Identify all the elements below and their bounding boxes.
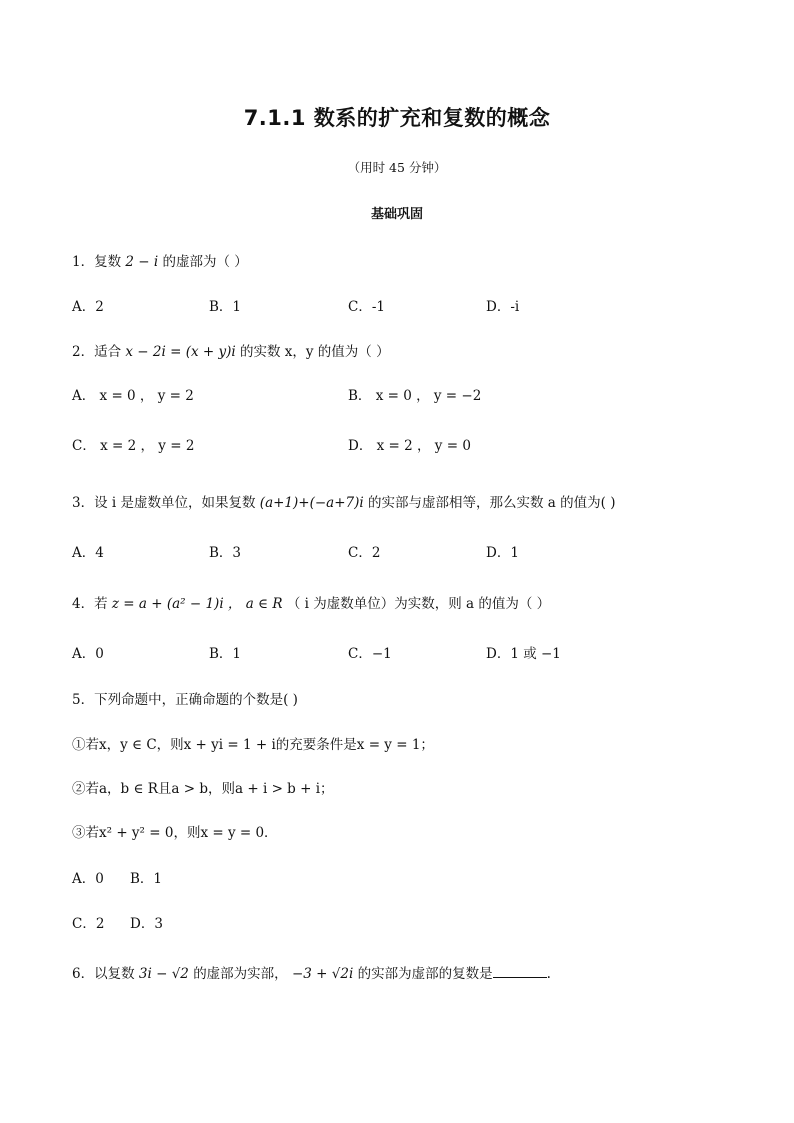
q1-option-a: A．2 <box>72 299 104 315</box>
answer-blank[interactable] <box>493 965 547 978</box>
question-4-suffix: （ i 为虚数单位）为实数，则 a 的值为（ ） <box>286 596 551 612</box>
q3-option-c: C．2 <box>348 545 381 561</box>
question-3-prefix: 3．设 i 是虚数单位，如果复数 <box>72 495 256 511</box>
question-2-prefix: 2．适合 <box>72 344 122 360</box>
q5-option-c: C．2 <box>72 916 105 932</box>
q1-option-c: C．-1 <box>348 299 385 315</box>
question-6-middle: 的虚部为实部， <box>193 966 288 982</box>
question-6 <box>72 962 551 982</box>
question-6-math-2: −3 + √2i <box>291 966 354 982</box>
question-4-math: z = a + (a² − 1)i ， a ∈ R <box>111 596 283 612</box>
question-4-prefix: 4．若 <box>72 596 108 612</box>
question-4 <box>72 592 550 612</box>
q4-option-b: B．1 <box>209 646 242 662</box>
question-2-math: x − 2i = (x + y)i <box>125 344 236 360</box>
question-6-math: 3i − √2 <box>138 966 189 982</box>
q3-option-d: D．1 <box>486 545 519 561</box>
q5-statement-1: ①若x，y ∈ C，则x + yi = 1 + i的充要条件是x = y = 1； <box>72 737 434 753</box>
q4-option-a: A．0 <box>72 646 104 662</box>
q2-option-d: D． x = 2 ， y = 0 <box>348 438 471 454</box>
q3-option-b: B．3 <box>209 545 242 561</box>
page-title: 7.1.1 数系的扩充和复数的概念 <box>243 106 551 130</box>
q4-option-d: D．1 或 −1 <box>486 646 561 662</box>
question-1-suffix: 的虚部为（ ） <box>162 254 248 270</box>
question-1-math: 2 − i <box>125 254 159 270</box>
q5-statement-3: ③若x² + y² = 0，则x = y = 0． <box>72 825 278 841</box>
question-6-prefix: 6．以复数 <box>72 966 135 982</box>
q4-option-c: C．−1 <box>348 646 392 662</box>
question-1-prefix: 1．复数 <box>72 254 122 270</box>
question-6-suffix: 的实部为虚部的复数是 <box>357 966 493 982</box>
section-heading: 基础巩固 <box>370 207 423 222</box>
q2-option-c: C． x = 2 ， y = 2 <box>72 438 195 454</box>
question-2-suffix: 的实数 x，y 的值为（ ） <box>239 344 390 360</box>
q5-option-b: B．1 <box>130 871 163 887</box>
question-3-suffix: 的实部与虚部相等，那么实数 a 的值为( ) <box>368 495 616 511</box>
q2-option-b: B． x = 0 ， y = −2 <box>348 388 482 404</box>
question-3 <box>72 491 615 511</box>
question-2 <box>72 340 390 360</box>
time-note: （用时 45 分钟） <box>347 160 447 175</box>
q5-option-d: D．3 <box>130 916 163 932</box>
question-3-math: (a+1)+(−a+7)i <box>259 495 364 511</box>
question-5: 5．下列命题中，正确命题的个数是( ) <box>72 692 298 708</box>
q2-option-a: A． x = 0 ， y = 2 <box>72 388 194 404</box>
q1-option-b: B．1 <box>209 299 242 315</box>
question-6-end: . <box>546 966 551 982</box>
q5-statement-2: ②若a，b ∈ R且a > b，则a + i > b + i； <box>72 781 334 797</box>
q3-option-a: A．4 <box>72 545 104 561</box>
q1-option-d: D．-i <box>486 299 520 315</box>
question-1 <box>72 250 248 270</box>
q5-option-a: A．0 <box>72 871 104 887</box>
